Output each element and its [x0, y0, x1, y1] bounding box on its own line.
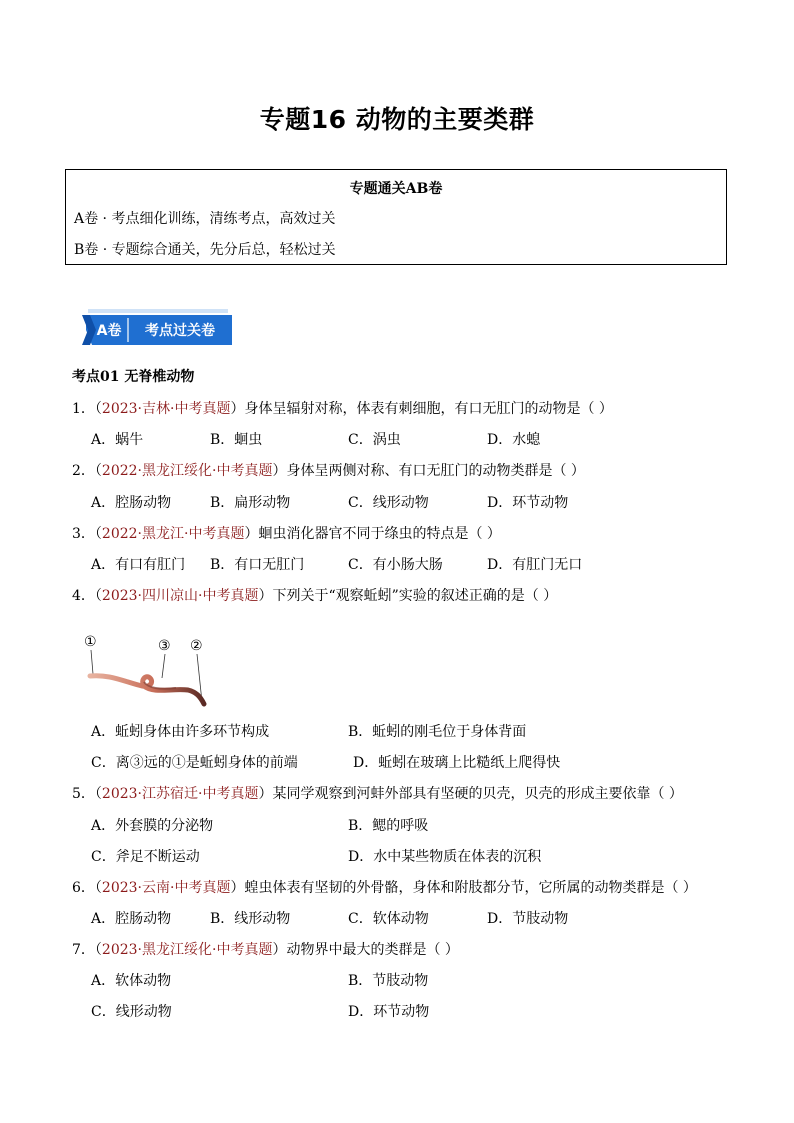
question-7-source: 2023·黑龙江绥化·中考真题	[101, 942, 273, 958]
q7-option-a: A．软体动物	[91, 973, 172, 989]
section-title: 考点01 无脊椎动物	[72, 369, 195, 385]
q5-option-b: B．鳃的呼吸	[348, 818, 429, 834]
question-6-number: 6．（	[72, 880, 102, 896]
q1-option-b: B．蛔虫	[210, 432, 263, 448]
question-7-number: 7．（	[72, 942, 102, 958]
intro-box	[65, 169, 727, 265]
question-5-source: 2023·江苏宿迁·中考真题	[101, 786, 259, 802]
figure-label-2: ②	[190, 638, 203, 654]
q7-option-d: D．环节动物	[348, 1004, 430, 1020]
question-5-text: ）某同学观察到河蚌外部具有坚硬的贝壳，贝壳的形成主要依靠（ ）	[258, 786, 683, 802]
q5-option-a: A．外套膜的分泌物	[91, 818, 214, 834]
q4-option-d: D．蚯蚓在玻璃上比糙纸上爬得快	[353, 755, 561, 771]
question-2-source: 2022·黑龙江绥化·中考真题	[101, 463, 273, 479]
q1-option-a: A．蜗牛	[91, 432, 144, 448]
question-4-source: 2023·四川凉山·中考真题	[101, 588, 259, 604]
question-2	[72, 460, 585, 480]
banner-label: 考点过关卷	[145, 323, 215, 339]
question-3-source: 2022·黑龙江·中考真题	[101, 526, 245, 542]
q5-option-c: C．斧足不断运动	[91, 849, 200, 865]
q7-option-b: B．节肢动物	[348, 973, 429, 989]
question-7	[72, 939, 459, 959]
intro-line-a: A卷 · 考点细化训练，清练考点，高效过关	[74, 211, 336, 227]
q2-option-b: B．扁形动物	[210, 495, 291, 511]
question-1-number: 1．（	[72, 401, 102, 417]
earthworm-figure	[80, 630, 220, 710]
q5-option-d: D．水中某些物质在体表的沉积	[348, 849, 542, 865]
q7-option-c: C．线形动物	[91, 1004, 172, 1020]
q4-option-b: B．蚯蚓的刚毛位于身体背面	[348, 724, 527, 740]
q6-option-b: B．线形动物	[210, 911, 291, 927]
pointer-line-3	[162, 654, 165, 678]
q4-option-a: A．蚯蚓身体由许多环节构成	[91, 724, 270, 740]
earthworm-body	[90, 676, 204, 704]
q3-option-c: C．有小肠大肠	[348, 557, 443, 573]
intro-heading: 专题通关AB卷	[349, 181, 443, 197]
question-6	[72, 877, 697, 897]
question-3	[72, 523, 501, 543]
question-4-text: ）下列关于“观察蚯蚓”实验的叙述正确的是（ ）	[258, 588, 558, 604]
question-6-text: ）蝗虫体表有坚韧的外骨骼，身体和附肢都分节，它所属的动物类群是（ ）	[230, 880, 697, 896]
question-3-number: 3．（	[72, 526, 102, 542]
q6-option-d: D．节肢动物	[487, 911, 569, 927]
q3-option-d: D．有肛门无口	[487, 557, 583, 573]
q1-option-c: C．涡虫	[348, 432, 401, 448]
pointer-line-1	[91, 650, 93, 674]
figure-label-3: ③	[158, 638, 171, 654]
q4-option-c: C．离③远的①是蚯蚓身体的前端	[91, 755, 298, 771]
section-banner	[82, 307, 234, 347]
question-1	[72, 398, 613, 418]
question-1-text: ）身体呈辐射对称，体表有刺细胞，有口无肛门的动物是（ ）	[230, 401, 613, 417]
page-title: 专题16 动物的主要类群	[259, 105, 535, 134]
question-6-source: 2023·云南·中考真题	[101, 880, 231, 896]
q3-option-b: B．有口无肛门	[210, 557, 305, 573]
q6-option-a: A．腔肠动物	[91, 911, 172, 927]
question-3-text: ）蛔虫消化器官不同于绦虫的特点是（ ）	[244, 526, 501, 542]
question-4	[72, 585, 557, 605]
figure-label-1: ①	[84, 634, 97, 650]
q3-option-a: A．有口有肛门	[91, 557, 186, 573]
question-2-text: ）身体呈两侧对称、有口无肛门的动物类群是（ ）	[272, 463, 585, 479]
question-4-number: 4．（	[72, 588, 102, 604]
q2-option-d: D．环节动物	[487, 495, 569, 511]
q1-option-d: D．水螅	[487, 432, 541, 448]
intro-line-b: B卷 · 专题综合通关，先分后总，轻松过关	[74, 242, 336, 258]
question-7-text: ）动物界中最大的类群是（ ）	[272, 942, 459, 958]
question-2-number: 2．（	[72, 463, 102, 479]
question-5	[72, 783, 683, 803]
q2-option-a: A．腔肠动物	[91, 495, 172, 511]
banner-tag: A卷	[96, 323, 122, 339]
question-1-source: 2023·吉林·中考真题	[101, 401, 231, 417]
question-5-number: 5．（	[72, 786, 102, 802]
q2-option-c: C．线形动物	[348, 495, 429, 511]
q6-option-c: C．软体动物	[348, 911, 429, 927]
